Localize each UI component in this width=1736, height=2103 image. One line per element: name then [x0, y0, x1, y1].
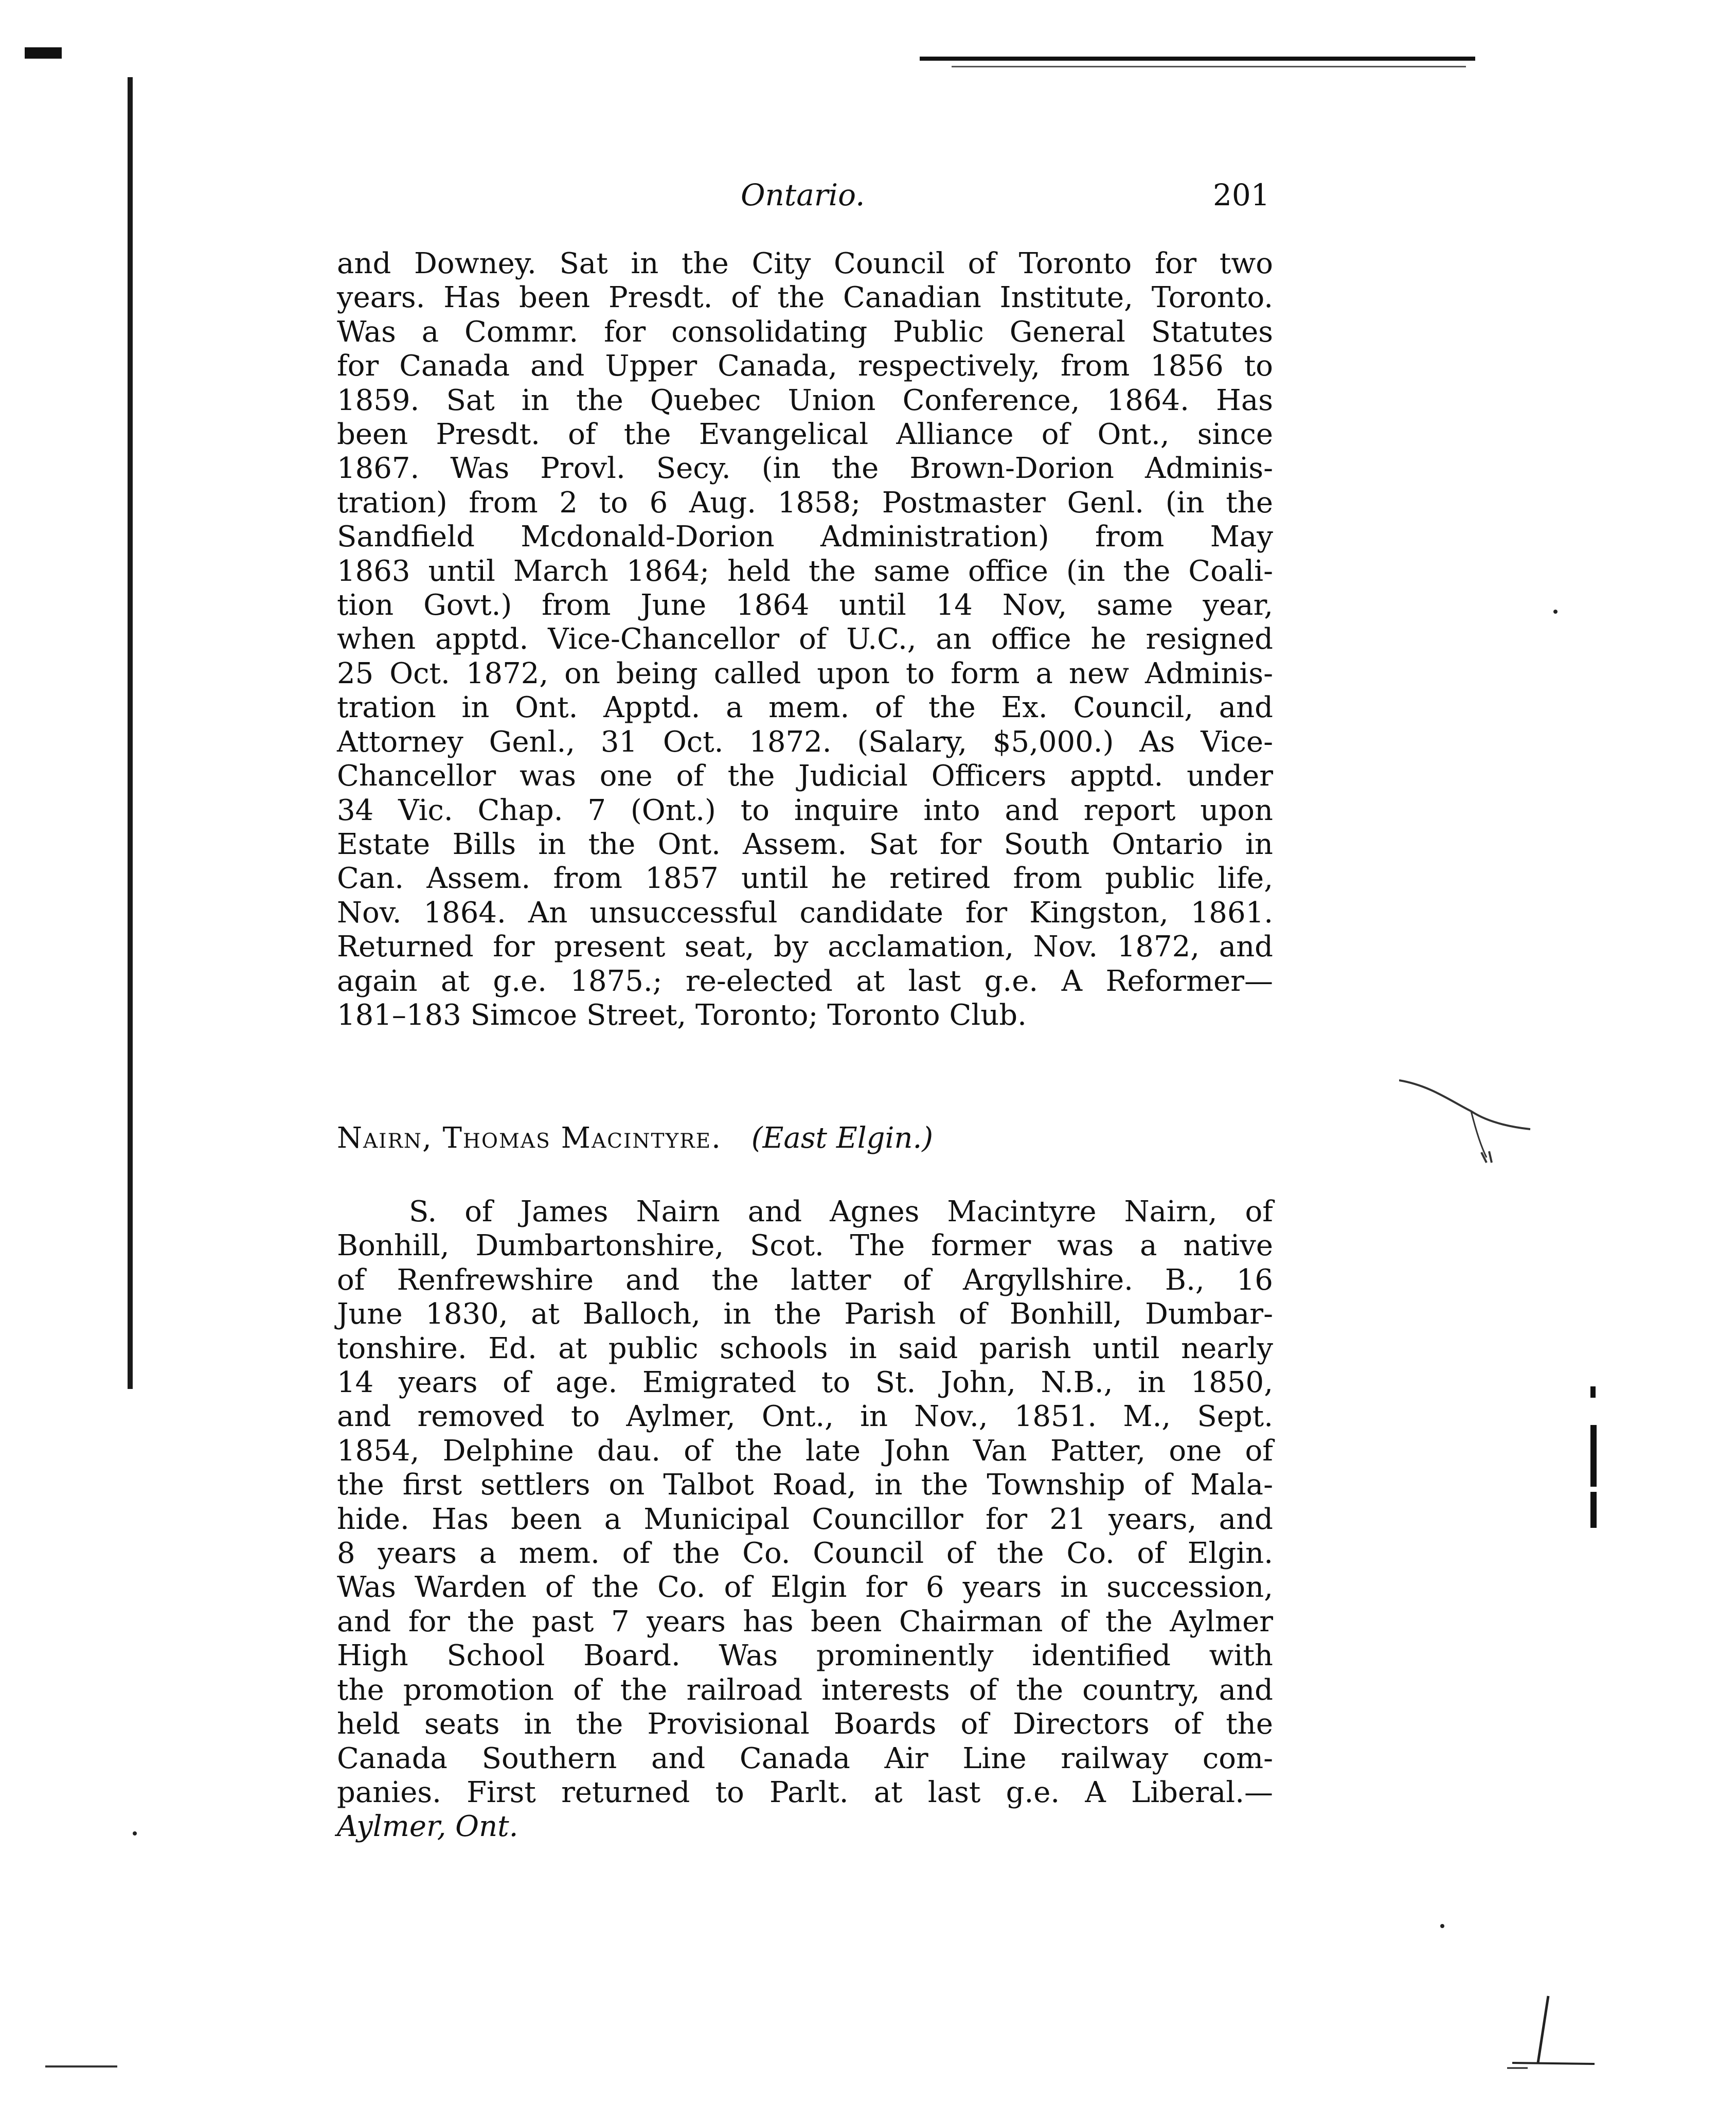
text-line: High School Board. Was prominently identified with: [337, 1639, 1273, 1673]
scan-mark-right: [1590, 1425, 1597, 1487]
text-line: the first settlers on Talbot Road, in the Township of Mala-: [337, 1468, 1273, 1502]
text-line: tion Govt.) from June 1864 until 14 Nov, same year,: [337, 589, 1273, 622]
top-rule-faint: [952, 66, 1466, 67]
text-line: Nov. 1864. An unsuccessful candidate for Kingston, 1861.: [337, 896, 1273, 930]
text-line: Attorney Genl., 31 Oct. 1872. (Salary, $5,000.) As Vice-: [337, 725, 1273, 759]
member-name: Nairn, Thomas Macintyre.: [337, 1121, 722, 1155]
scan-speck: [133, 1831, 137, 1835]
constituency: (East Elgin.): [751, 1121, 934, 1155]
text-line: 1854, Delphine dau. of the late John Van Patter, one of: [337, 1434, 1273, 1468]
text-line: 1867. Was Provl. Secy. (in the Brown-Dorion Adminis-: [337, 452, 1273, 486]
scan-mark-bottom-left: [45, 2065, 117, 2068]
scan-mark-top-left: [25, 47, 62, 59]
text-line: 14 years of age. Emigrated to St. John, N.B., in 1850,: [337, 1366, 1273, 1400]
address-line: Aylmer, Ont.: [337, 1810, 518, 1844]
text-line: tonshire. Ed. at public schools in said parish until nearly: [337, 1331, 1273, 1365]
text-line: been Presdt. of the Evangelical Alliance of Ont., since: [337, 418, 1273, 452]
text-line: panies. First returned to Parlt. at last g.e. A Liberal.—: [337, 1775, 1273, 1809]
text-line: 25 Oct. 1872, on being called upon to form a new Adminis-: [337, 656, 1273, 690]
address-line: 181–183 Simcoe Street, Toronto; Toronto Club.: [337, 998, 1027, 1032]
text-line: when apptd. Vice-Chancellor of U.C., an office he resigned: [337, 622, 1273, 656]
text-line: held seats in the Provisional Boards of Directors of the: [337, 1707, 1273, 1741]
top-rule: [920, 57, 1475, 61]
text-line: again at g.e. 1875.; re-elected at last g.e. A Reformer—: [337, 964, 1273, 998]
entry-nairn-body: [337, 1195, 1273, 1844]
text-line: Canada Southern and Canada Air Line railway com-: [337, 1741, 1273, 1775]
text-line: of Renfrewshire and the latter of Argyllshire. B., 16: [337, 1263, 1273, 1297]
binding-margin-rule: [128, 77, 133, 1389]
entry-heading: [337, 1121, 933, 1155]
text-line: and removed to Aylmer, Ont., in Nov., 1851. M., Sept.: [337, 1400, 1273, 1434]
text-line: and Downey. Sat in the City Council of Toronto for two: [337, 247, 1273, 280]
scan-mark-right: [1590, 1492, 1597, 1528]
text-line: years. Has been Presdt. of the Canadian Institute, Toronto.: [337, 281, 1273, 315]
text-line: Was Warden of the Co. of Elgin for 6 years in succession,: [337, 1571, 1273, 1605]
pencil-mark-bottom-right: [1507, 1991, 1600, 2073]
text-line: S. of James Nairn and Agnes Macintyre Nairn, of: [409, 1195, 1273, 1228]
scan-speck: [1440, 1924, 1444, 1928]
page-number: 201: [1213, 177, 1270, 212]
text-line: for Canada and Upper Canada, respectively, from 1856 to: [337, 349, 1273, 383]
entry-continued-body: [337, 247, 1273, 1032]
text-line: Was a Commr. for consolidating Public General Statutes: [337, 315, 1273, 349]
text-line: Returned for present seat, by acclamation, Nov. 1872, and: [337, 930, 1273, 964]
pencil-scribble: [1399, 1075, 1533, 1168]
scan-mark-right: [1590, 1386, 1596, 1398]
text-line: and for the past 7 years has been Chairman of the Aylmer: [337, 1605, 1273, 1638]
text-line: tration in Ont. Apptd. a mem. of the Ex. Council, and: [337, 691, 1273, 725]
text-line: Can. Assem. from 1857 until he retired from public life,: [337, 862, 1273, 896]
text-line: 34 Vic. Chap. 7 (Ont.) to inquire into and report upon: [337, 793, 1273, 827]
text-line: 8 years a mem. of the Co. Council of the Co. of Elgin.: [337, 1537, 1273, 1571]
text-line: 1859. Sat in the Quebec Union Conference, 1864. Has: [337, 383, 1273, 417]
text-line: the promotion of the railroad interests of the country, and: [337, 1673, 1273, 1707]
text-line: Sandfield Mcdonald-Dorion Administration) from May: [337, 520, 1273, 554]
text-line: Estate Bills in the Ont. Assem. Sat for South Ontario in: [337, 827, 1273, 861]
text-line: hide. Has been a Municipal Councillor for 21 years, and: [337, 1502, 1273, 1536]
scan-speck: [1553, 610, 1558, 614]
running-head: Ontario.: [741, 177, 865, 212]
text-line: Chancellor was one of the Judicial Officers apptd. under: [337, 759, 1273, 793]
text-line: 1863 until March 1864; held the same office (in the Coali-: [337, 554, 1273, 588]
text-line: Bonhill, Dumbartonshire, Scot. The former was a native: [337, 1229, 1273, 1263]
text-line: June 1830, at Balloch, in the Parish of Bonhill, Dumbar-: [337, 1297, 1273, 1331]
text-line: tration) from 2 to 6 Aug. 1858; Postmaster Genl. (in the: [337, 486, 1273, 520]
